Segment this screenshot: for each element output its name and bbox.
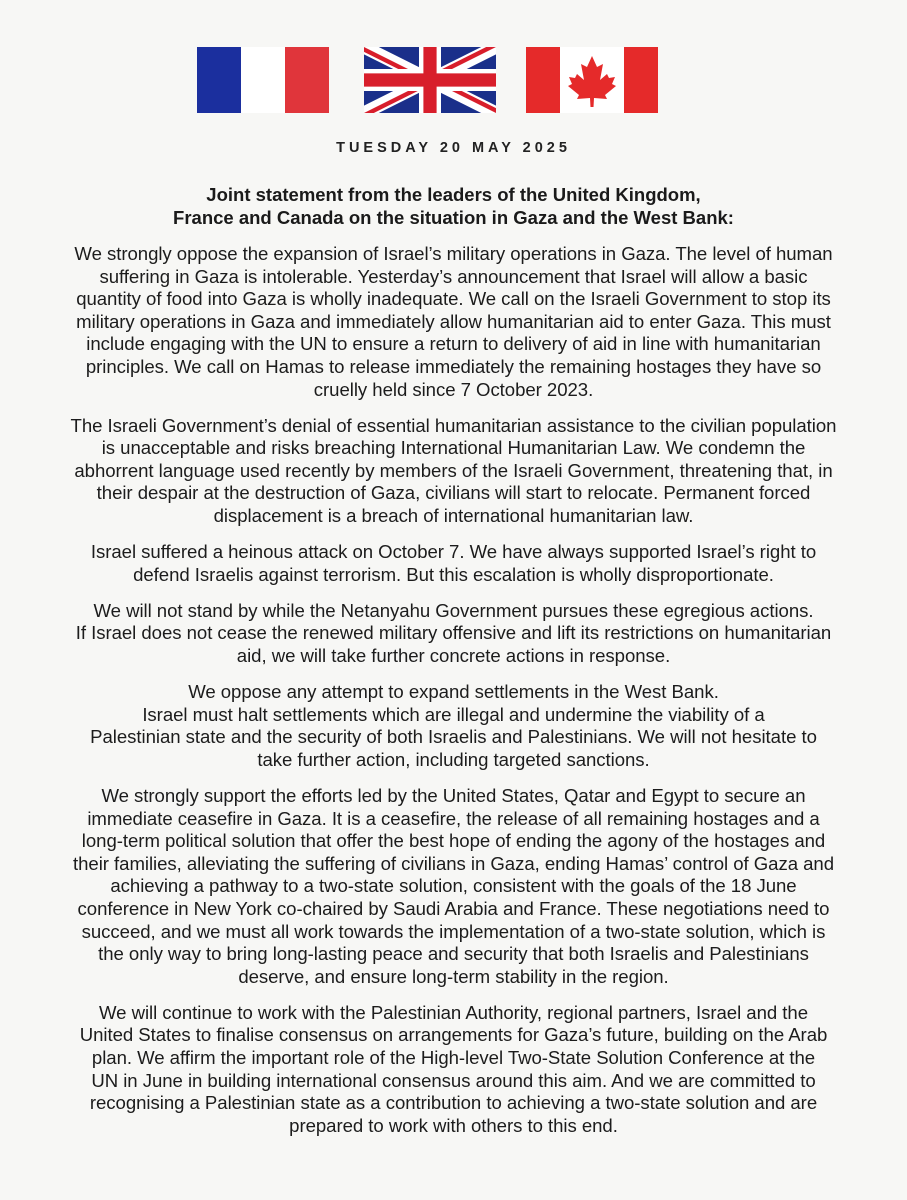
text-line: immediate ceasefire in Gaza. It is a ceasefire, the release of all remaining hostages and a (87, 807, 820, 829)
text-line: recognising a Palestinian state as a contribution to achieving a two-state solution and are (89, 1092, 818, 1114)
text-line: suffering in Gaza is intolerable. Yesterday’s announcement that Israel will allow a basic (99, 265, 808, 287)
text-line: quantity of food into Gaza is wholly inadequate. We call on the Israeli Government to stop its (76, 288, 831, 310)
text-line: Israel suffered a heinous attack on October 7. We have always supported Israel’s right to (90, 541, 817, 563)
text-line: their families, alleviating the suffering of civilians in Gaza, ending Hamas’ control of Gaza and (73, 852, 834, 874)
heading-line: Joint statement from the leaders of the United Kingdom, (206, 184, 701, 205)
text-line: defend Israelis against terrorism. But this escalation is wholly disproportionate. (133, 563, 774, 585)
paragraph-3 (0, 541, 907, 586)
text-line: We oppose any attempt to expand settlements in the West Bank. (188, 681, 719, 703)
text-line: the only way to bring long-lasting peace and security that both Israelis and Palestinians (98, 943, 809, 965)
paragraph-6 (0, 785, 907, 988)
text-line: take further action, including targeted sanctions. (257, 748, 650, 770)
text-line: Palestinian state and the security of both Israelis and Palestinians. We will not hesitate to (90, 726, 817, 748)
paragraph-2 (0, 415, 907, 528)
text-line: long-term political solution that offer the best hope of ending the agony of the hostages and (81, 830, 826, 852)
text-line: abhorrent language used recently by members of the Israeli Government, threatening that, in (74, 459, 833, 481)
paragraph-1 (0, 243, 907, 401)
text-line: is unacceptable and risks breaching International Humanitarian Law. We condemn the (101, 437, 806, 459)
text-line: aid, we will take further concrete actions in response. (236, 645, 671, 666)
text-line: cruelly held since 7 October 2023. (313, 378, 594, 400)
text-line: conference in New York co-chaired by Saudi Arabia and France. These negotiations need to (77, 897, 830, 919)
text-line: The Israeli Government’s denial of essential humanitarian assistance to the civilian population (70, 414, 837, 436)
flags-row (0, 47, 907, 113)
text-line: We strongly support the efforts led by the United States, Qatar and Egypt to secure an (101, 784, 806, 806)
text-line: their despair at the destruction of Gaza, civilians will start to relocate. Permanent forced (96, 482, 811, 504)
text-line: If Israel does not cease the renewed military offensive and lift its restrictions on humanitarian (75, 622, 832, 644)
text-line: We will not stand by while the Netanyahu Government pursues these egregious actions. (93, 599, 814, 621)
paragraph-7 (0, 1002, 907, 1138)
text-line: plan. We affirm the important role of the High-level Two-State Solution Conference at the (91, 1047, 816, 1068)
text-line: Israel must halt settlements which are illegal and undermine the viability of a (142, 703, 765, 725)
text-line: We will continue to work with the Palestinian Authority, regional partners, Israel and the (99, 1001, 808, 1023)
statement-body (0, 243, 907, 1151)
text-line: displacement is a breach of international humanitarian law. (213, 505, 694, 527)
canada-flag-icon (526, 47, 658, 113)
text-line: succeed, and we must all work towards the implementation of a two-state solution, which is (81, 920, 826, 942)
text-line: deserve, and ensure long-term stability in the region. (238, 965, 669, 987)
france-flag-icon (197, 47, 329, 113)
text-line: United States to finalise consensus on arrangements for Gaza’s future, building on the Arab (79, 1024, 828, 1046)
text-line: military operations in Gaza and immediately allow humanitarian aid to enter Gaza. This must (76, 310, 831, 332)
text-line: UN in June in building international consensus around this aim. And we are committed to (91, 1069, 816, 1091)
uk-flag-icon (364, 47, 496, 113)
text-line: achieving a pathway to a two-state solution, consistent with the goals of the 18 June (110, 875, 797, 897)
heading-line: France and Canada on the situation in Gaza and the West Bank: (173, 207, 734, 228)
text-line: principles. We call on Hamas to release immediately the remaining hostages they have so (85, 355, 822, 377)
paragraph-4 (0, 600, 907, 668)
paragraph-5 (0, 681, 907, 771)
text-line: include engaging with the UN to ensure a return to delivery of aid in line with humanitarian (86, 333, 821, 355)
statement-heading (40, 183, 867, 229)
date-line: TUESDAY 20 MAY 2025 (336, 140, 571, 156)
text-line: prepared to work with others to this end. (289, 1114, 618, 1136)
text-line: We strongly oppose the expansion of Israel’s military operations in Gaza. The level of human (74, 243, 833, 264)
